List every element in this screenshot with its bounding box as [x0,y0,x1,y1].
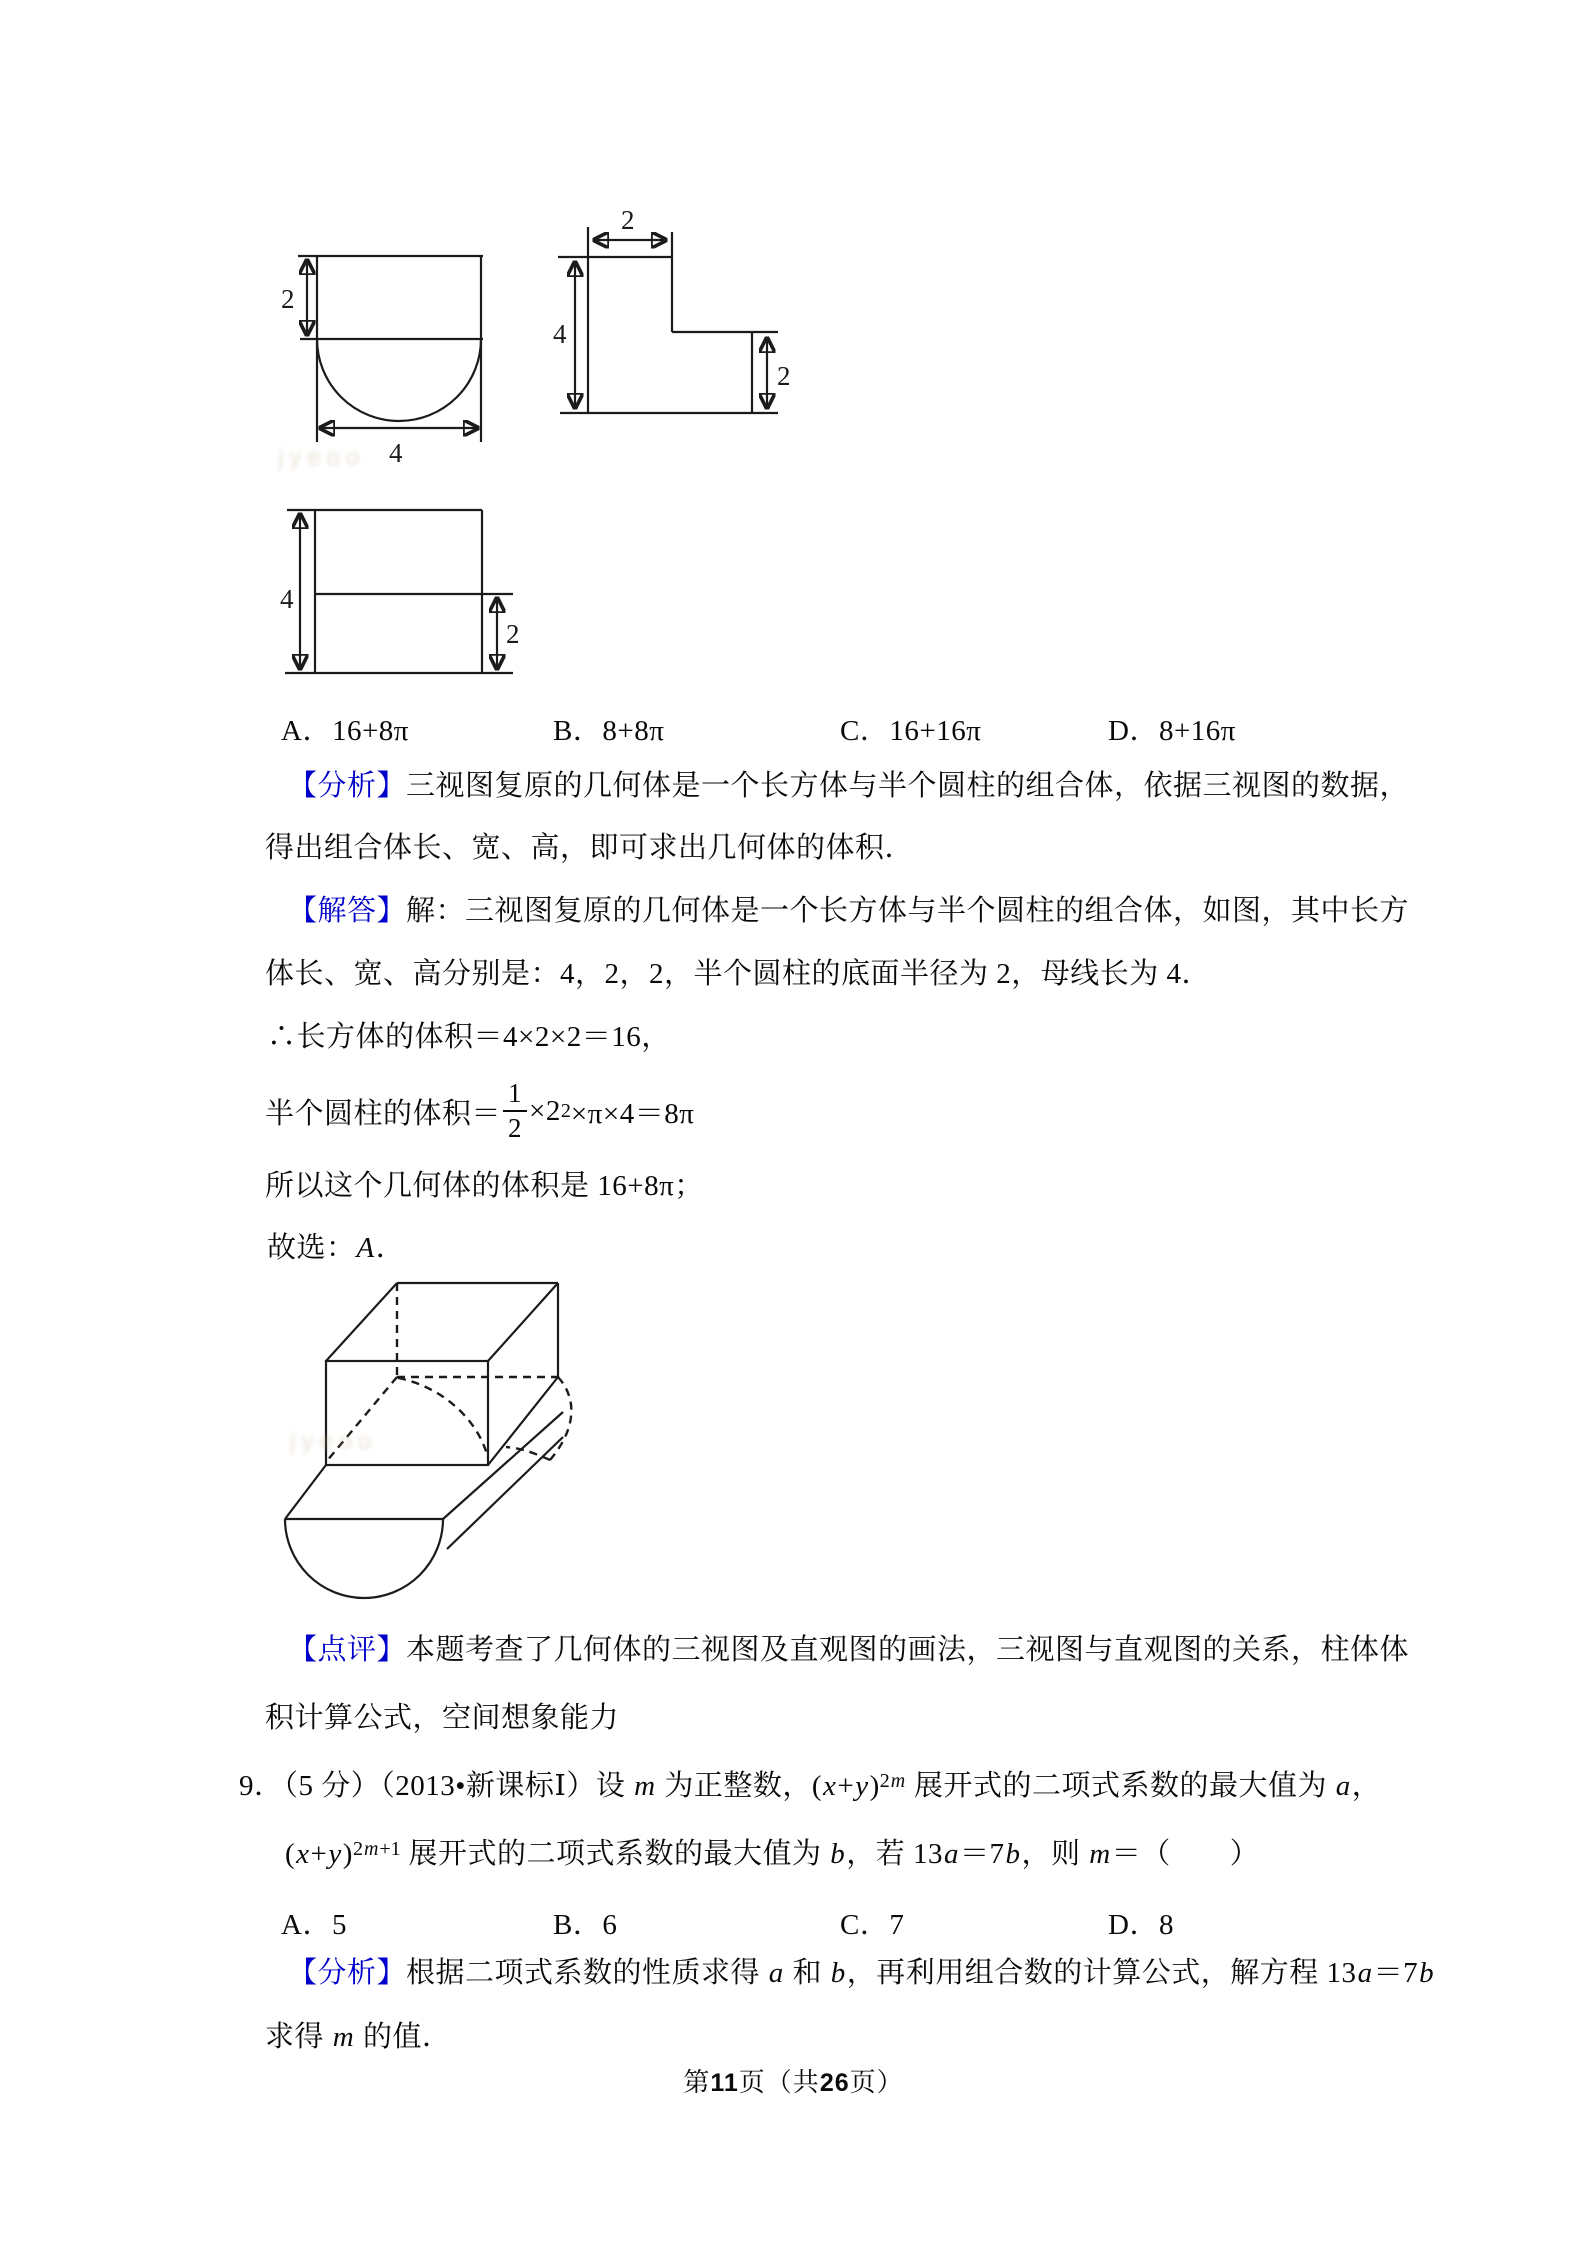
solution-line-5: 所以这个几何体的体积是 16+8π； [265,1170,704,1202]
option-b: B．6 [553,1909,618,1941]
solution-formula: 半个圆柱的体积＝ $\frac{1}{2}$ ×2 2 ×π×4＝8π [265,1078,695,1143]
solution-line-1: 【解答】解：三视图复原的几何体是一个长方体与半个圆柱的组合体，如图，其中长方 [288,895,1410,927]
comment-tag: 【点评】 [288,1634,407,1666]
top-view-figure [270,495,520,695]
dim-label-height: 2 [281,284,295,314]
front-view-figure [270,240,500,470]
analysis-tag: 【分析】 [288,770,407,802]
page-footer: 第11页（共26页） [683,2068,904,2097]
dim-label-right: 2 [506,619,520,649]
comment-line-2: 积计算公式，空间想象能力 [265,1702,620,1734]
watermark: jyeoo [278,444,366,471]
watermark: jyeoo [290,1428,378,1455]
fraction: $\frac{1}{2}$ [503,1079,527,1143]
q9-stem-line-1: 9．（5 分）（2013•新课标Ⅰ）设 m 为正整数，$(x+y)^{2m}$ 展开式的二项式系数的最大值为 a， [239,1770,1382,1802]
dim-label-right: 2 [777,361,791,391]
total-pages: 26 [819,2069,850,2097]
dim-label-height: 4 [280,584,294,614]
solution-tag: 【解答】 [288,895,407,927]
comment-line-1: 【点评】本题考查了几何体的三视图及直观图的画法，三视图与直观图的关系，柱体体 [288,1634,1410,1666]
option-d: D．8 [1108,1909,1174,1941]
dim-label-width: 4 [389,438,403,468]
exponent: 2m [879,1770,906,1792]
page-number: 11 [710,2069,739,2097]
q9-analysis-line-2: 求得 m 的值． [265,2021,452,2053]
chosen-answer: A [356,1232,375,1264]
q9-analysis-line-1: 【分析】根据二项式系数的性质求得 a 和 b，再利用组合数的计算公式，解方程 13a＝7b [288,1957,1435,1989]
analysis-line-2: 得出组合体长、宽、高，即可求出几何体的体积． [265,832,915,864]
option-c: C．7 [840,1909,905,1941]
option-c: C．16+16π [840,715,982,747]
option-a: A．5 [281,1909,347,1941]
dim-label-top: 2 [621,205,635,235]
side-view-figure [535,195,815,440]
option-b: B．8+8π [553,715,665,747]
solution-line-2: 体长、宽、高分别是：4，2，2，半个圆柱的底面半径为 2，母线长为 4． [265,958,1212,990]
analysis-line-1: 【分析】三视图复原的几何体是一个长方体与半个圆柱的组合体，依据三视图的数据， [288,770,1410,802]
solution-line-3: ∴长方体的体积＝4×2×2＝16， [267,1021,671,1053]
option-d: D．8+16π [1108,715,1236,747]
option-a: A．16+8π [281,715,409,747]
dim-label-height: 4 [553,319,567,349]
solution-answer-line: 故选：A． [267,1232,406,1264]
q9-stem-line-2: $(x+y)^{2m+1}$ 展开式的二项式系数的最大值为 b，若 13a＝7b，则 m＝（ ） [285,1838,1260,1870]
exponent: 2m+1 [352,1838,401,1860]
analysis-tag: 【分析】 [288,1957,407,1989]
